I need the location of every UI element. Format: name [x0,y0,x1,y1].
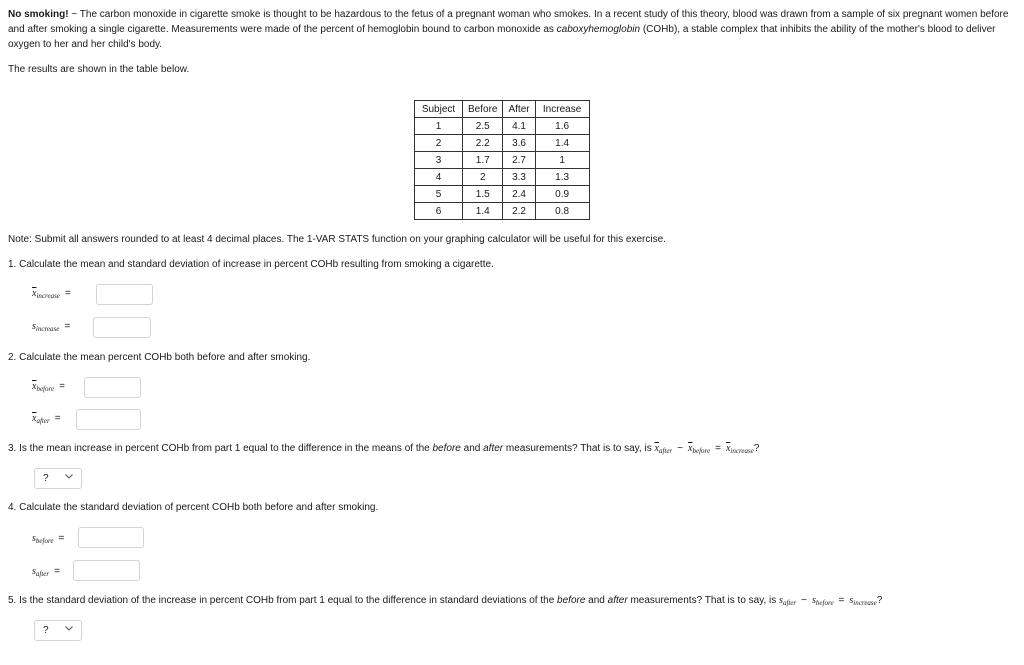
question-5 [8,595,882,607]
table-cell: 0.8 [535,203,589,220]
data-table [414,100,590,220]
s-before-label [32,533,69,545]
subscript-before: before [815,599,834,607]
q3-prefix: 3. Is the mean increase in percent COHb from part 1 equal to the difference in the means of the [8,443,433,454]
x-increase-input[interactable] [96,284,153,305]
table-cell: 4 [415,169,463,186]
x-bar-symbol: $\overline{x}$ [688,443,693,454]
question-mark: ? [753,443,760,454]
table-row [415,169,590,186]
table-cell: 0.9 [535,186,589,203]
q5-after-italic: after [607,595,628,606]
intro-text-1: The carbon monoxide in cigarette smoke is thought to be hazardous to the fetus of a pregnant woman who smokes. In a recent study of this theory, blood was drawn from a sample of six pregnant women before and after smoking a single cigarette. Measurements were made of the percent of hemoglobin bound to carbon monoxide as [8,9,1009,35]
minus-sign: − [801,595,808,606]
table-cell: 2.2 [503,203,535,220]
s-after-label [32,566,65,578]
table-cell: 2 [463,169,503,186]
table-cell: 3.6 [503,135,535,152]
intro-italic-term: caboxyhemoglobin [556,24,641,35]
q5-prefix: 5. Is the standard deviation of the increase in percent COHb from part 1 equal to the difference in standard deviations of the [8,595,558,606]
table-cell: 3 [415,152,463,169]
x-bar-symbol: $\overline{x}$ [32,381,37,392]
table-cell: 2.5 [463,118,503,135]
question-1: 1. Calculate the mean and standard deviation of increase in percent COHb resulting from smoking a cigarette. [8,259,494,270]
data-table-wrapper [414,100,590,220]
subscript-increase: increase [730,447,754,455]
s-symbol: s [32,533,36,544]
table-header-cell: Increase [535,101,589,118]
table-cell: 1.4 [463,203,503,220]
x-bar-symbol: $\overline{x}$ [654,443,659,454]
title-dash: ~ [68,9,80,20]
equals-sign: = [64,288,71,299]
s-symbol: s [849,595,854,606]
table-row [415,186,590,203]
q5-select[interactable] [34,620,82,641]
question-mark: ? [876,595,883,606]
s-before-input[interactable] [78,527,144,548]
subscript-after: after [658,447,673,455]
s-symbol: s [32,321,36,332]
table-row [415,152,590,169]
table-header-cell: Before [463,101,503,118]
table-cell: 1 [535,152,589,169]
q3-and: and [460,443,484,454]
equals-sign: = [54,566,60,577]
table-cell: 2 [415,135,463,152]
chevron-down-icon [64,471,74,481]
s-after-input[interactable] [73,560,140,581]
s-increase-label [32,321,75,333]
x-increase-label [32,288,76,300]
q5-select-value: ? [43,625,49,636]
subscript-after: after [36,417,50,425]
question-3 [8,443,759,455]
s-symbol: s [32,566,36,577]
q5-and: and [585,595,608,606]
table-cell: 2.4 [503,186,535,203]
x-after-input[interactable] [76,409,141,430]
table-cell: 1.5 [463,186,503,203]
table-header-cell: Subject [415,101,463,118]
table-cell: 6 [415,203,463,220]
equals-sign: = [59,381,65,392]
question-4: 4. Calculate the standard deviation of percent COHb both before and after smoking. [8,502,379,513]
equals-sign: = [58,533,65,544]
s-increase-input[interactable] [93,317,151,338]
intro-text-2: (COHb), a stable complex that inhibits the ability of the mother's blood to deliver oxygen to her and her child's body. [8,24,996,50]
q3-select[interactable] [34,468,82,489]
subscript-increase: increase [36,292,60,300]
table-cell: 3.3 [503,169,535,186]
x-before-label [32,381,70,393]
chevron-down-icon [64,623,74,633]
subscript-before: before [35,537,54,545]
table-cell: 1.4 [535,135,589,152]
table-row [415,135,590,152]
problem-title: No smoking! [8,9,69,20]
s-symbol: s [812,595,816,606]
table-cell: 2.2 [463,135,503,152]
results-text: The results are shown in the table below. [8,64,190,75]
s-symbol: s [779,595,783,606]
table-row [415,118,590,135]
table-header-cell: After [503,101,535,118]
x-bar-symbol: $\overline{x}$ [725,443,731,454]
q3-suffix: measurements? That is to say, is [503,443,655,454]
table-cell: 1.6 [535,118,589,135]
q3-select-value: ? [43,473,49,484]
equals-sign: = [715,443,721,454]
table-cell: 1.7 [463,152,503,169]
subscript-before: before [36,385,55,393]
table-cell: 1 [415,118,463,135]
table-cell: 4.1 [503,118,535,135]
q5-suffix: measurements? That is to say, is [627,595,780,606]
question-2: 2. Calculate the mean percent COHb both before and after smoking. [8,352,311,363]
q3-after-italic: after [483,443,504,454]
subscript-before: before [692,447,711,455]
table-cell: 1.3 [535,169,589,186]
equals-sign: = [838,595,845,606]
equals-sign: = [64,321,71,332]
q3-before-italic: before [432,443,461,454]
subscript-increase: increase [35,325,60,333]
note-text: Note: Submit all answers rounded to at least 4 decimal places. The 1-VAR STATS function on your graphing calculator will be useful for this exercise. [8,234,666,245]
x-after-label [32,413,66,425]
q5-before-italic: before [557,595,586,606]
x-before-input[interactable] [84,377,141,398]
subscript-after: after [35,570,50,578]
table-row [415,203,590,220]
x-bar-symbol: $\overline{x}$ [32,413,37,424]
subscript-increase: increase [853,599,877,607]
clipped-header-fragment [8,0,68,2]
table-header-row [415,101,590,118]
minus-sign: − [677,443,684,454]
table-cell: 2.7 [503,152,535,169]
x-bar-symbol: $\overline{x}$ [32,288,37,299]
intro-paragraph [8,7,1013,52]
equals-sign: = [54,413,61,424]
table-cell: 5 [415,186,463,203]
subscript-after: after [782,599,797,607]
